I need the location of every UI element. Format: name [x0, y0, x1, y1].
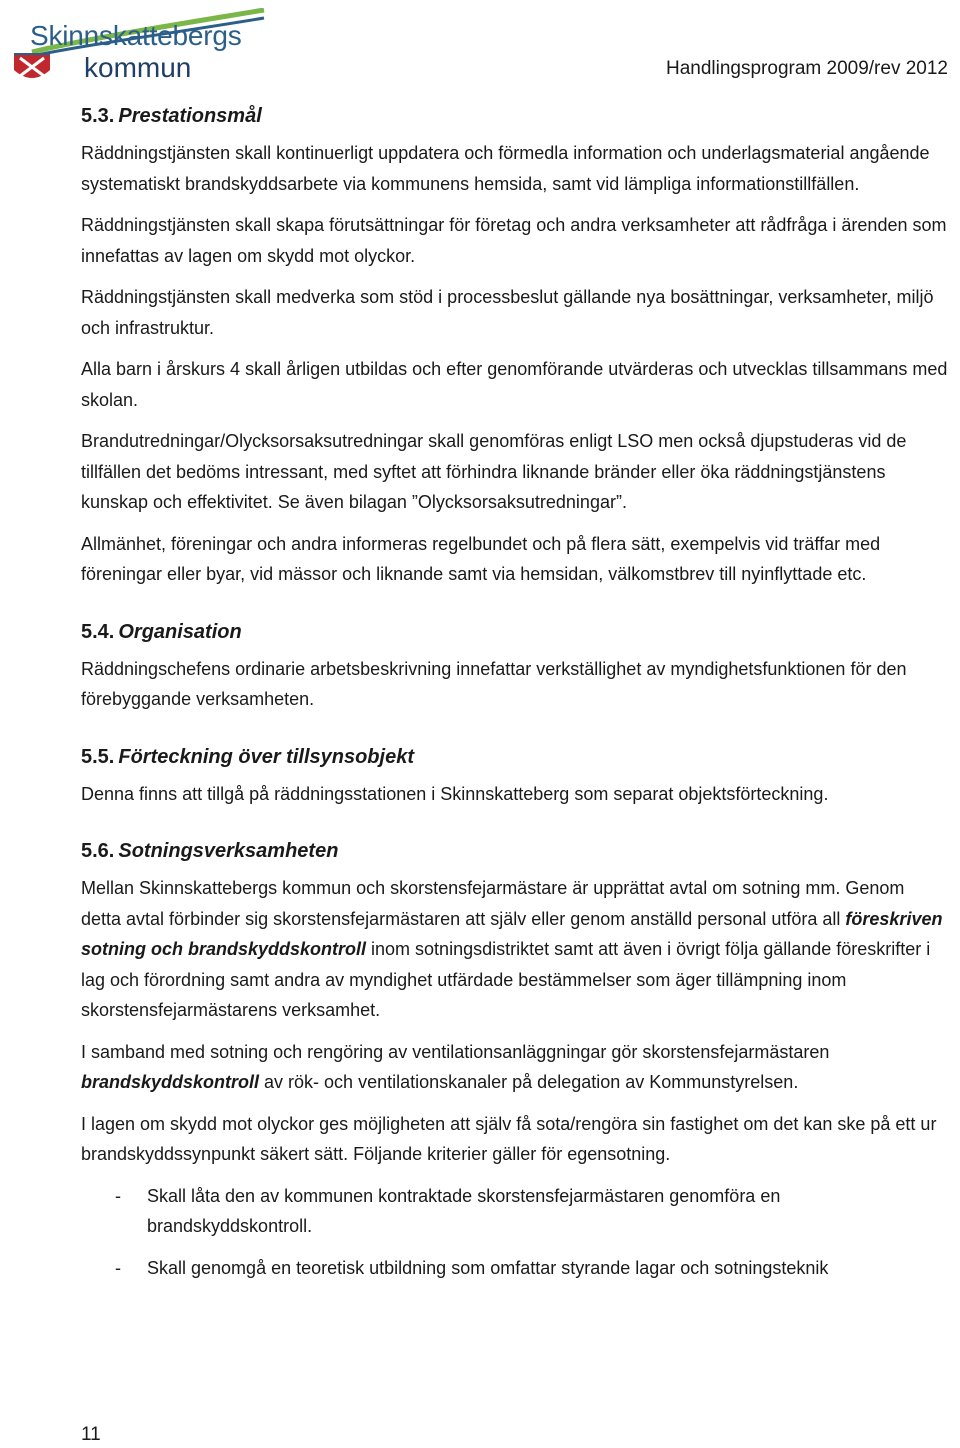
page-number: 11 — [81, 1424, 101, 1445]
text-run: Mellan Skinnskattebergs kommun och skorstensfejarmästare är upprättat avtal om sotning mm. Genom detta avtal förbinder sig skorstensfejarmästaren att själv eller genom anställd personal utföra all — [81, 878, 905, 929]
list-dash: - — [115, 1257, 121, 1278]
list-item-text: Skall genomgå en teoretisk utbildning som omfattar styrande lagar och sotningsteknik — [147, 1257, 829, 1278]
paragraph: Allmänhet, föreningar och andra informeras regelbundet och på flera sätt, exempelvis vid träffar med föreningar eller byar, vid mässor och liknande samt via hemsidan, välkomstbrev till nyinflyttade etc. — [81, 533, 881, 584]
paragraph: Denna finns att tillgå på räddningsstationen i Skinnskatteberg som separat objektsförteckning. — [81, 783, 829, 804]
section-title: Organisation — [118, 620, 242, 643]
emphasis: brandskyddskontroll — [81, 1072, 260, 1092]
text-run: av rök- och ventilationskanaler på delegation av Kommunstyrelsen. — [259, 1072, 799, 1092]
section-title: Förteckning över tillsynsobjekt — [118, 745, 414, 768]
paragraph: I lagen om skydd mot olyckor ges möjligheten att själv få sota/rengöra sin fastighet om det kan ske på ett ur brandskyddssynpunkt säkert sätt. Följande kriterier gäller för egensotning. — [81, 1113, 937, 1164]
section-number: 5.6. — [81, 840, 115, 862]
section-number: 5.4. — [81, 620, 115, 643]
text-run: inom sotningsdistriktet samt att även i övrigt följa gällande föreskrifter i lag och förordning samt andra av myndighet utfärdade bestämmelser som äger tillämpning inom skorstensfejarmästarens verksamhet. — [81, 939, 931, 1020]
section-number: 5.3. — [81, 105, 115, 127]
section-heading-5-6 — [81, 837, 949, 865]
list-dash: - — [115, 1185, 121, 1206]
logo-text-line2: kommun — [84, 52, 192, 83]
logo-text-line1: Skinnskattebergs — [30, 20, 242, 51]
section-heading-5-5 — [81, 743, 949, 771]
paragraph: Räddningstjänsten skall medverka som stöd i processbeslut gällande nya bosättningar, verksamheter, miljö och infrastruktur. — [81, 287, 934, 338]
section-heading-5-4 — [81, 618, 949, 646]
section-title: Sotningsverksamheten — [118, 840, 339, 862]
document-title: Handlingsprogram 2009/rev 2012 — [665, 58, 948, 79]
paragraph: Räddningschefens ordinarie arbetsbeskrivning innefattar verkställighet av myndighetsfunktionen för den förebyggande verksamheten. — [81, 658, 907, 709]
paragraph — [81, 1037, 949, 1098]
paragraph: Brandutredningar/Olycksorsaksutredningar skall genomföras enligt LSO men också djupstuderas vid de tillfällen det bedöms intressant, med syftet att förhindra liknande bränder eller öka räddningstjänstens kunskap och effektivitet. Se även bilagan ”Olycksorsaksutredningar”. — [81, 431, 907, 512]
list-item-text: Skall låta den av kommunen kontraktade skorstensfejarmästaren genomföra en brandskyddskontroll. — [147, 1185, 781, 1236]
list-item — [81, 1181, 949, 1242]
section-heading-5-3 — [81, 102, 949, 130]
list-item — [81, 1253, 949, 1284]
paragraph: Alla barn i årskurs 4 skall årligen utbildas och efter genomförande utvärderas och utvecklas tillsammans med skolan. — [81, 359, 948, 410]
section-title: Prestationsmål — [118, 105, 262, 127]
coat-of-arms-icon — [14, 54, 50, 78]
document-body — [81, 102, 949, 1294]
section-number: 5.5. — [81, 745, 115, 768]
municipality-logo — [10, 8, 270, 84]
paragraph: Räddningstjänsten skall kontinuerligt uppdatera och förmedla information och underlagsmaterial angående systematiskt brandskyddsarbete via kommunens hemsida, samt vid lämpliga informationstillfällen. — [81, 143, 930, 194]
criteria-list — [81, 1181, 949, 1284]
paragraph: Räddningstjänsten skall skapa förutsättningar för företag och andra verksamheter att rådfråga i ärenden som innefattas av lagen om skydd mot olyckor. — [81, 215, 947, 266]
paragraph — [81, 873, 949, 1026]
text-run: I samband med sotning och rengöring av ventilationsanläggningar gör skorstensfejarmästaren — [81, 1041, 830, 1062]
emphasis: föreskriven sotning och brandskyddskontroll — [81, 908, 943, 959]
